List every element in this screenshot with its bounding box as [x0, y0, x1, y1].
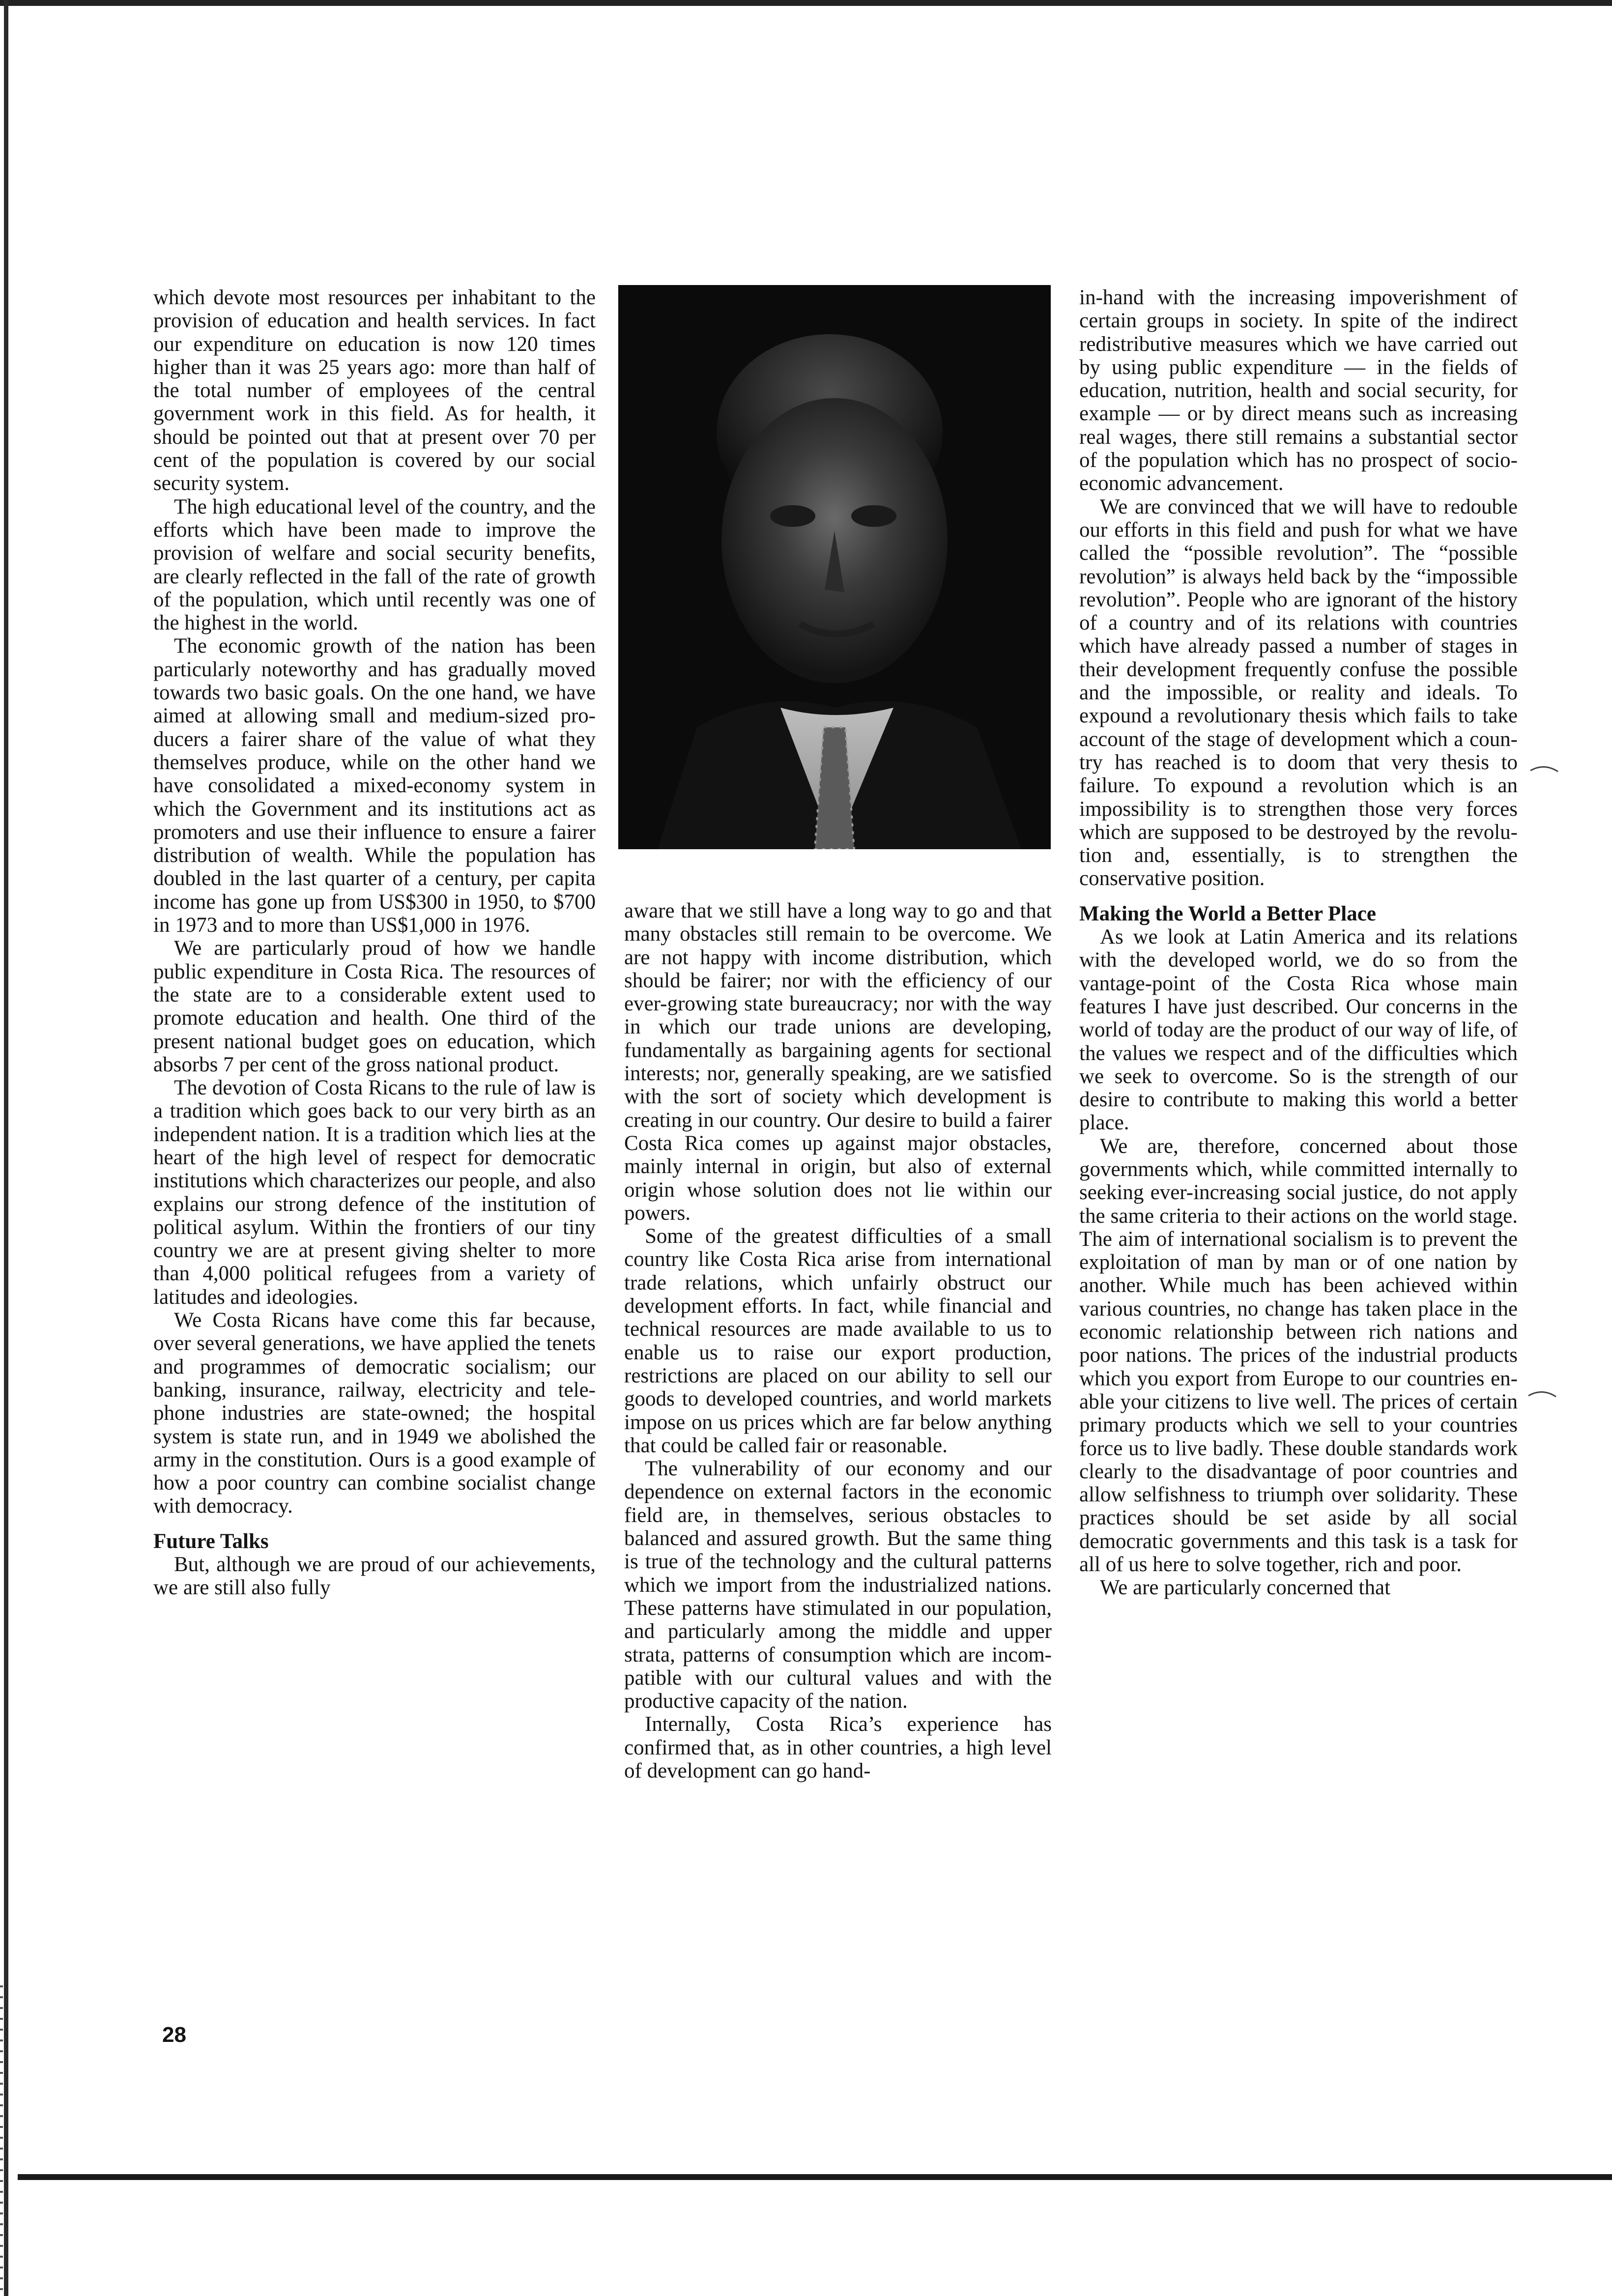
section-heading-making-the-world-a-better-place: Making the World a Better Place: [1079, 902, 1376, 925]
margin-mark-icon: [1529, 761, 1559, 775]
paragraph: aware that we still have a long way to go and that many obstacles still remain to be overcome. We are not happy with income distribution, which should be fairer; nor with the efficiency of our ever-growing state bureaucracy; nor with the way in which our trade unions are developing, fundamentally as bargaining agents for sectional interests; nor, generally speaking, are we satisfied with the sort of society which development is creating in our country. Our desire to build a fairer Costa Rica comes up against major obstacles, mainly internal in origin, but also of external origin whose solution does not lie within our powers.: [624, 899, 1052, 1225]
paragraph: The high educational level of the country, and the efforts which have been made to improve the provision of welfare and social security benefits, are clearly reflected in the fall of the rate of growth of the population, which until recently was one of the highest in the world.: [153, 495, 596, 635]
paragraph: We are particularly proud of how we handle public expenditure in Costa Rica. The resources of the state are to a considerable extent used to promote education and health. One third of the present national budget goes on education, which absorbs 7 per cent of the gross national product.: [153, 937, 596, 1076]
page-edge-perforation: [0, 1985, 3, 2296]
paragraph: The vulnerability of our economy and our dependence on external factors in the economic field are, in themselves, serious obstacles to balanced and assured growth. But the same thing is true of the technology and the cultural patterns which we import from the industrialized nations. These patterns have stimulated in our population, and particularly among the middle and upper strata, patterns of consumption which are incompatible with our cultural values and with the productive capacity of the nation.: [624, 1457, 1052, 1713]
page-number: 28: [162, 2023, 186, 2047]
paragraph: The devotion of Costa Ricans to the rule of law is a tradition which goes back to our very birth as an independent nation. It is a tradition which lies at the heart of the high level of respect for democratic institutions which characterizes our people, and also explains our strong defence of the institution of political asylum. Within the frontiers of our tiny country we are at present giving shelter to more than 4,000 political refugees from a variety of latitudes and ideologies.: [153, 1076, 596, 1309]
paragraph: We Costa Ricans have come this far because, over several generations, we have applied the tenets and programmes of democratic socialism; our banking, insurance, railway, electricity and telephone industries are state-owned; the hospital system is state run, and in 1949 we abolished the army in the constitution. Ours is a good example of how a poor country can combine socialist change with democracy.: [153, 1309, 596, 1518]
section-heading-future-talks: Future Talks: [153, 1529, 269, 1553]
paragraph: which devote most resources per inhabitant to the provision of education and health services. In fact our expenditure on education is now 120 times higher than it was 25 years ago: more than half of the total number of employees of the central government work in this field. As for health, it should be pointed out that at present over 70 per cent of the population is covered by our social security system.: [153, 286, 596, 495]
text-column-3: [1079, 286, 1518, 1600]
paragraph: We are convinced that we will have to redouble our efforts in this field and push for what we have called the “possible revolution”. The “possible revolution” is always held back by the “impossible revolution”. People who are ignorant of the history of a country and of its relations with countries which have already passed a number of stages in their development frequently confuse the possible and the impossible, or reality and ideals. To expound a revolutionary thesis which fails to take account of the stage of development which a country has reached is to doom that very thesis to failure. To expound a revolution which is an impossibility is to strengthen those very forces which are supposed to be destroyed by the revolution and, essentially, is to strengthen the conservative position.: [1079, 495, 1518, 890]
paragraph: But, although we are proud of our achievements, we are still also fully: [153, 1553, 596, 1600]
portrait-image: [618, 285, 1051, 849]
paragraph: Some of the greatest difficulties of a small country like Costa Rica arise from international trade relations, which unfairly obstruct our development efforts. In fact, while financial and technical resources are made available to us to enable us to raise our export production, restrictions are placed on our ability to sell our goods to developed countries, and world markets impose on us prices which are far below anything that could be called fair or reasonable.: [624, 1225, 1052, 1457]
paragraph: We are, therefore, concerned about those governments which, while committed internally to seeking ever-increasing social justice, do not apply the same criteria to their actions on the world stage. The aim of international socialism is to prevent the exploitation of man by man or of one nation by another. While much has been achieved within various countries, no change has taken place in the economic relationship between rich nations and poor nations. The prices of the industrial products which you export from Europe to our countries enable your citizens to live well. The prices of certain primary products which we sell to your countries force us to live badly. These double standards work clearly to the disadvantage of poor countries and allow selfishness to triumph over solidarity. These practices should be set aside by all social democratic governments and this task is a task for all of us here to solve together, rich and poor.: [1079, 1134, 1518, 1577]
paragraph: The economic growth of the nation has been particularly noteworthy and has gradually moved towards two basic goals. On the one hand, we have aimed at allowing small and medium-sized producers a fairer share of the value of what they themselves produce, while on the other hand we have consolidated a mixed-economy system in which the Government and its institutions act as promoters and use their influence to ensure a fairer distribution of wealth. While the population has doubled in the last quarter of a century, per capita income has gone up from US$300 in 1950, to $700 in 1973 and to more than US$1,000 in 1976.: [153, 634, 596, 937]
portrait-photo: [618, 285, 1051, 849]
margin-mark-icon: [1527, 1386, 1557, 1401]
paragraph: in-hand with the increasing impoverishment of certain groups in society. In spite of the indirect redistributive measures which we have carried out by using public expenditure — in the fields of education, nutrition, health and social security, for example — or by direct means such as increasing real wages, there still remains a substantial sector of the population which has no prospect of socio-economic advancement.: [1079, 286, 1518, 495]
text-column-1: [153, 286, 596, 1600]
paragraph: As we look at Latin America and its relations with the developed world, we do so from the vantage-point of the Costa Rica whose main features I have just described. Our concerns in the world of today are the product of our way of life, of the values we respect and of the difficulties which we seek to overcome. So is the strength of our desire to contribute to making this world a better place.: [1079, 925, 1518, 1135]
page-border-top: [0, 0, 1612, 6]
paragraph: We are particularly concerned that: [1100, 1576, 1391, 1600]
page-border-left: [4, 0, 8, 2296]
paragraph: Internally, Costa Rica’s experience has confirmed that, as in other countries, a high level of development can go hand-: [624, 1713, 1052, 1782]
text-column-2: [624, 899, 1052, 1782]
page-border-bottom: [18, 2174, 1612, 2180]
